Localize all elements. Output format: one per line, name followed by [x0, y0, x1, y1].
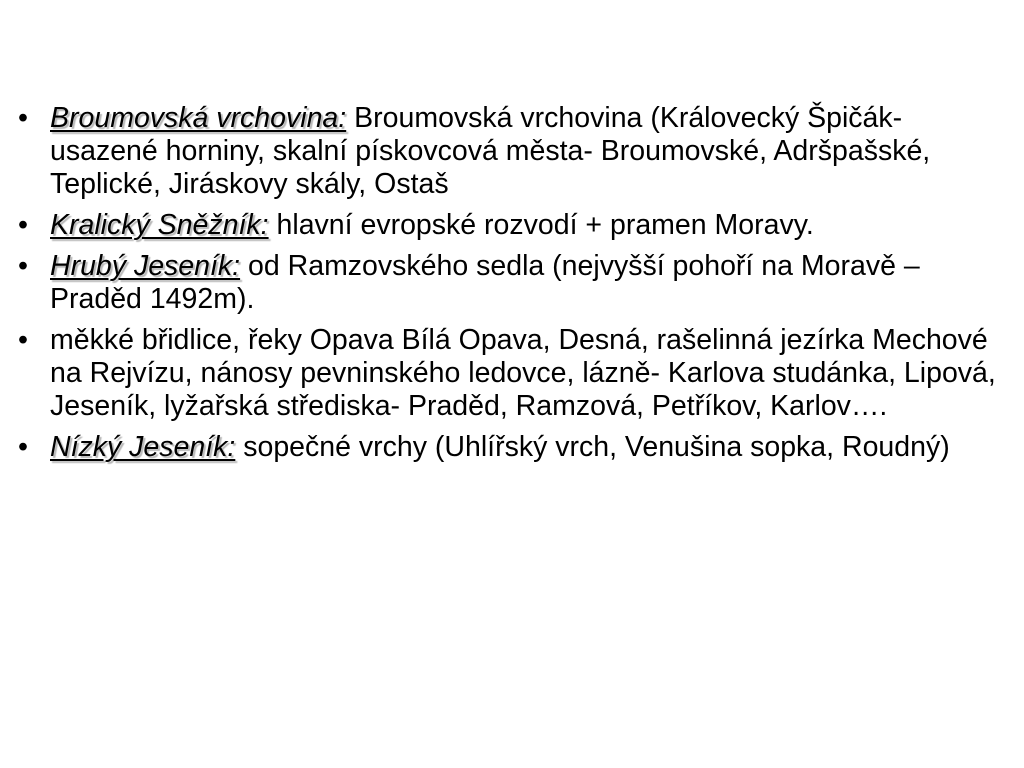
bullet-icon: • [18, 431, 28, 463]
description-kralicky-sneznik: hlavní evropské rozvodí + pramen Moravy. [268, 209, 814, 241]
bullet-list [18, 102, 1008, 472]
list-item-hruby-jesenik [18, 250, 1008, 316]
bullet-icon: • [18, 250, 28, 282]
bullet-icon: • [18, 324, 28, 356]
description-hruby-jesenik: od Ramzovského sedla (nejvyšší pohoří na Moravě – Praděd 1492m). [50, 250, 920, 315]
bullet-icon: • [18, 102, 28, 134]
list-item-kralicky-sneznik [18, 209, 1008, 242]
bullet-icon: • [18, 209, 28, 241]
term-nizky-jesenik: Nízký Jeseník: [50, 431, 236, 463]
description-nizky-jesenik: sopečné vrchy (Uhlířský vrch, Venušina sopka, Roudný) [235, 431, 950, 463]
list-item-broumovska-vrchovina [18, 102, 1008, 201]
description-hruby-jesenik-details: měkké břidlice, řeky Opava Bílá Opava, Desná, rašelinná jezírka Mechové na Rejvízu, nánosy pevninského ledovce, lázně- Karlova studánka, Lipová, Jeseník, lyžařská střediska- Praděd, Ramzová, Petříkov, Karlov…. [50, 324, 996, 422]
list-item-nizky-jesenik [18, 431, 1008, 464]
list-item-hruby-jesenik-details [18, 324, 1008, 423]
term-hruby-jesenik: Hrubý Jeseník: [50, 250, 241, 282]
term-kralicky-sneznik: Kralický Sněžník: [50, 209, 269, 241]
term-broumovska-vrchovina: Broumovská vrchovina: [50, 102, 347, 134]
description-broumovska-vrchovina: Broumovská vrchovina (Královecký Špičák- usazené horniny, skalní pískovcová města- Broumovské, Adršpašské, Teplické, Jiráskovy skály, Ostaš [50, 102, 931, 200]
